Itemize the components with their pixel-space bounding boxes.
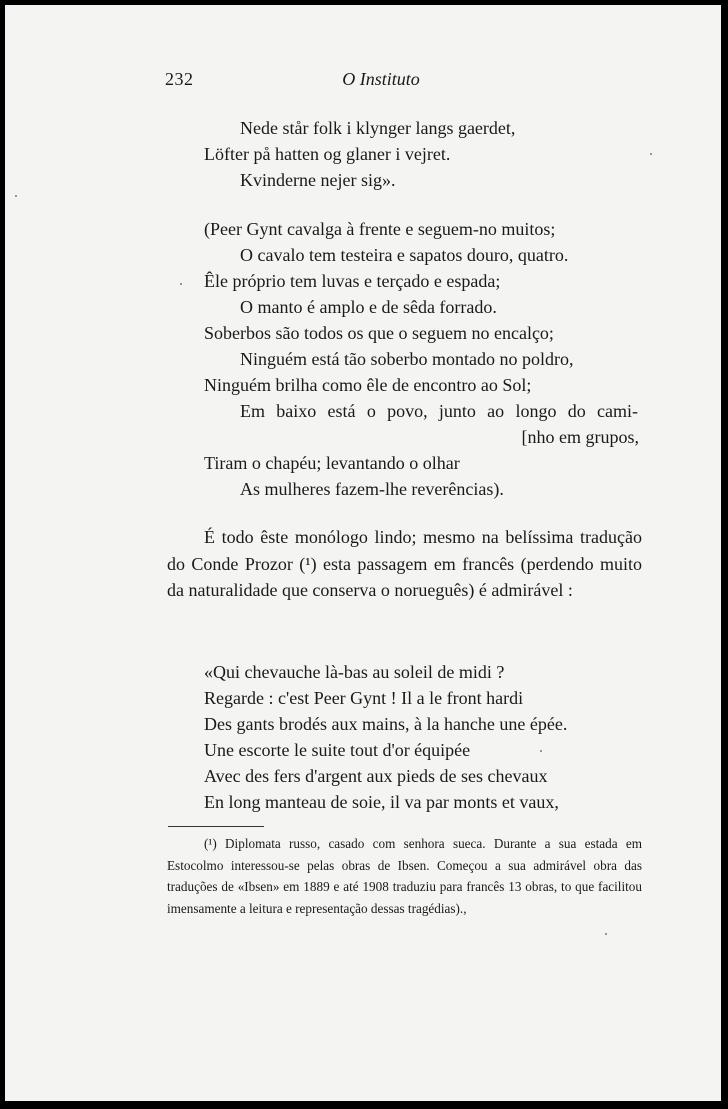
verse-line: Nede står folk i klynger langs gaerdet, bbox=[240, 118, 516, 138]
verse-line: Tiram o chapéu; levantando o olhar bbox=[204, 453, 460, 473]
book-page bbox=[5, 5, 721, 1101]
scan-speck bbox=[605, 933, 607, 935]
verse-line: Avec des fers d'argent aux pieds de ses chevaux bbox=[204, 766, 548, 786]
scan-speck bbox=[15, 195, 17, 197]
verse-line: As mulheres fazem-lhe reverências). bbox=[240, 479, 504, 499]
prose-paragraph bbox=[167, 524, 642, 604]
verse-line: (Peer Gynt cavalga à frente e seguem-no muitos; bbox=[204, 219, 556, 239]
verse-line: Em baixo está o povo, junto ao longo do cami- bbox=[240, 401, 638, 421]
verse-line: En long manteau de soie, il va par monts et vaux, bbox=[204, 792, 559, 812]
page-number: 232 bbox=[165, 69, 194, 89]
scan-speck bbox=[180, 283, 182, 285]
verse-line: O cavalo tem testeira e sapatos douro, quatro. bbox=[240, 245, 569, 265]
scan-speck bbox=[650, 153, 652, 155]
verse-line: «Qui chevauche là-bas au soleil de midi ? bbox=[204, 662, 505, 682]
verse-line: Des gants brodés aux mains, à la hanche une épée. bbox=[204, 714, 568, 734]
footnote-text: (¹) Diplomata russo, casado com senhora sueca. Durante a sua estada em Estocolmo interessou-se pelas obras de Ibsen. Começou a sua admirável obra das traduções de «Ibsen» em 1889 e até 1908 traduziu para francês 13 obras, to que facilitou imensamente a leitura e representação dessas tragédias)., bbox=[167, 836, 642, 916]
running-title: O Instituto bbox=[342, 69, 420, 89]
prose-text: É todo êste monólogo lindo; mesmo na belíssima tradução do Conde Prozor (¹) esta passagem em francês (perdendo muito da naturalidade que conserva o norueguês) é admirável : bbox=[167, 527, 642, 601]
verse-line: Regarde : c'est Peer Gynt ! Il a le front hardi bbox=[204, 688, 524, 708]
verse-line: O manto é amplo e de sêda forrado. bbox=[240, 297, 497, 317]
verse-line: Ninguém está tão soberbo montado no poldro, bbox=[240, 349, 574, 369]
verse-line: Êle próprio tem luvas e terçado e espada; bbox=[204, 271, 501, 291]
footnote bbox=[167, 833, 642, 919]
verse-line: Kvinderne nejer sig». bbox=[240, 170, 396, 190]
verse-line: Ninguém brilha como êle de encontro ao Sol; bbox=[204, 375, 532, 395]
page-header bbox=[5, 69, 721, 93]
footnote-rule bbox=[168, 826, 264, 827]
verse-line: Une escorte le suite tout d'or équipée bbox=[204, 740, 471, 760]
verse-line: Löfter på hatten og glaner i vejret. bbox=[204, 144, 451, 164]
verse-line: Soberbos são todos os que o seguem no encalço; bbox=[204, 323, 554, 343]
scan-speck bbox=[540, 750, 542, 752]
verse-line-continuation: [nho em grupos, bbox=[521, 427, 639, 447]
